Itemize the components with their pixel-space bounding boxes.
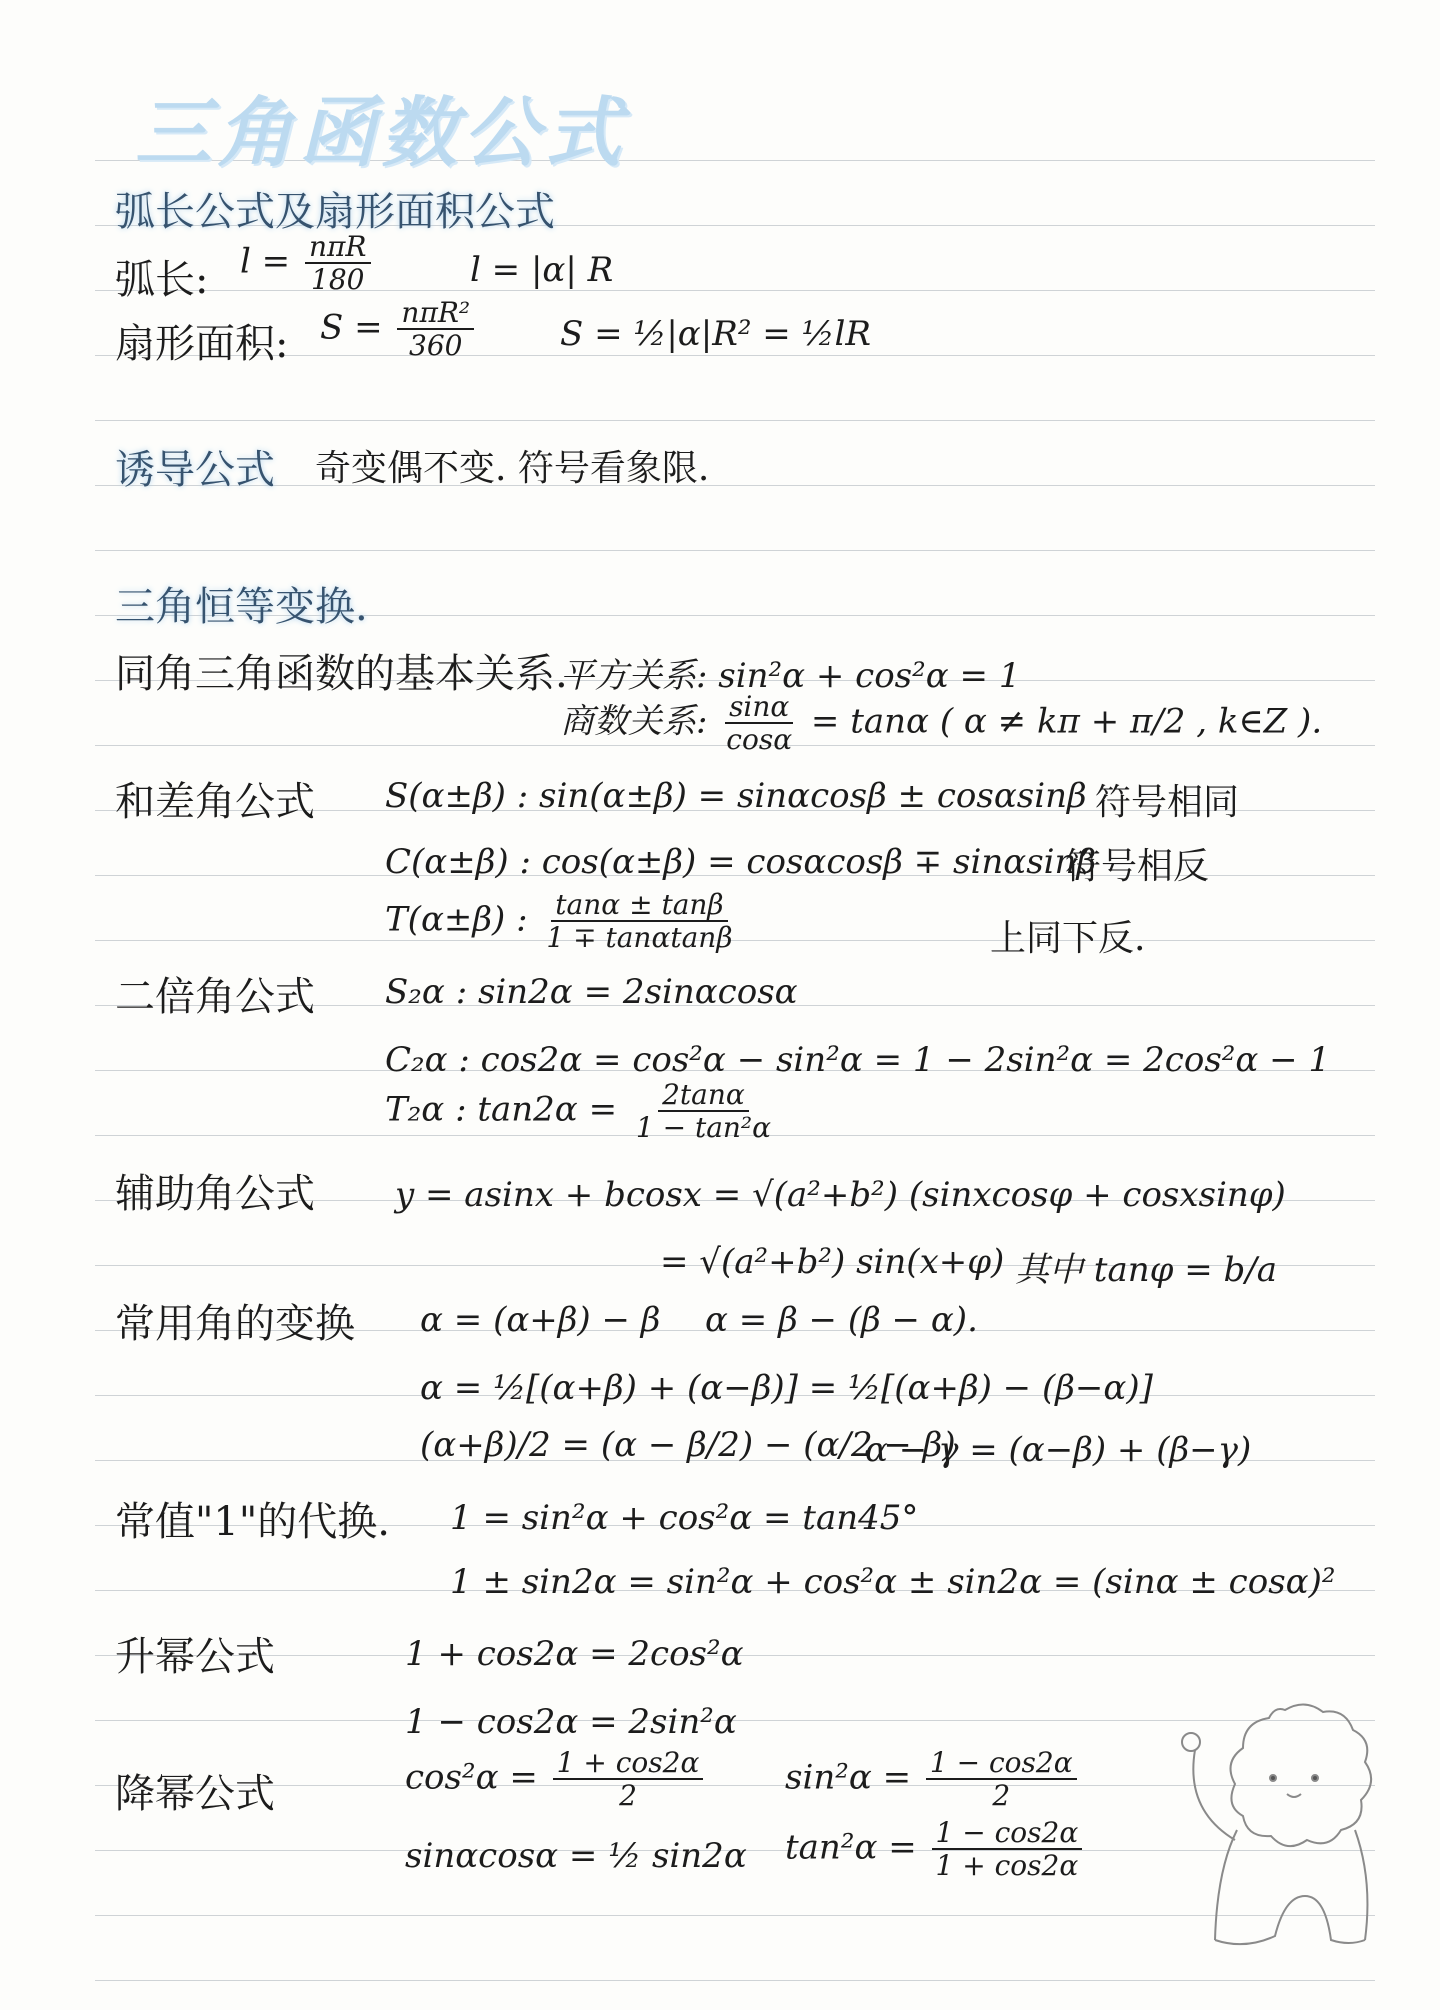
- arc-length-label: 弧长:: [115, 257, 209, 303]
- double-tan-fraction: [632, 1080, 775, 1143]
- arc-fraction: [305, 232, 371, 295]
- s-sum-note: 符号相同: [1095, 782, 1240, 823]
- quotient-numerator: sinα: [725, 692, 793, 724]
- lower-tan-prefix: tan²α =: [785, 1827, 917, 1868]
- double-cos: C₂α : cos2α = cos²α − sin²α = 1 − 2sin²α = 2cos²α − 1: [385, 1040, 1331, 1080]
- lower-cos-prefix: cos²α =: [405, 1757, 538, 1798]
- double-tan-prefix: T₂α : tan2α =: [385, 1089, 618, 1130]
- aux-formula-2: = √(a²+b²) sin(x+φ): [660, 1242, 1005, 1282]
- arc-fraction-numerator: nπR: [305, 232, 371, 264]
- lower-power-sin: [785, 1748, 1081, 1811]
- lower-power-cos: [405, 1748, 707, 1811]
- aux-formula-1: y = asinx + bcosx = √(a²+b²) (sinxcosφ + cosxsinφ): [395, 1175, 1286, 1215]
- quotient-fraction: [722, 692, 796, 755]
- lower-sin-denominator: 2: [992, 1779, 1011, 1813]
- arc-formula-prefix: l =: [240, 241, 291, 282]
- arc-section-heading: 弧长公式及扇形面积公式: [115, 189, 555, 235]
- quotient-denominator: cosα: [726, 723, 793, 757]
- lower-cos-denominator: 2: [619, 1779, 637, 1813]
- square-relation: 平方关系: sin²α + cos²α = 1: [560, 656, 1021, 696]
- aux-formula-3: 其中 tanφ = b/a: [1015, 1250, 1278, 1290]
- lower-power-sincos: sinαcosα = ½ sin2α: [405, 1836, 747, 1876]
- t-sum-fraction: [542, 890, 736, 953]
- double-sin: S₂α : sin2α = 2sinαcosα: [385, 972, 798, 1012]
- area-fraction: [397, 298, 474, 361]
- page-title: 三角函数公式: [135, 88, 627, 177]
- common-formula-2: α = β − (β − α).: [705, 1300, 978, 1340]
- constant-one-label: 常值"1"的代换.: [115, 1499, 390, 1545]
- lion-doodle-icon: [1155, 1690, 1385, 1990]
- raise-power-formula-1: 1 + cos2α = 2cos²α: [405, 1634, 744, 1674]
- lower-tan-fraction: [932, 1818, 1083, 1881]
- lower-sin-prefix: sin²α =: [785, 1757, 912, 1798]
- sector-area-formula-1: [320, 298, 478, 361]
- quotient-label: 商数关系:: [560, 701, 708, 742]
- lower-power-tan: [785, 1818, 1086, 1881]
- constant-one-formula-1: 1 = sin²α + cos²α = tan45°: [450, 1498, 919, 1538]
- t-sum-prefix: T(α±β) :: [385, 899, 528, 940]
- induction-heading: 诱导公式: [115, 447, 275, 493]
- t-sum-denominator: 1 ∓ tanαtanβ: [546, 921, 733, 955]
- ruled-line: [95, 420, 1375, 421]
- aux-angle-label: 辅助角公式: [115, 1171, 315, 1217]
- lower-power-label: 降幂公式: [115, 1771, 275, 1817]
- arc-fraction-denominator: 180: [311, 263, 365, 297]
- c-sum-note: 符号相反: [1065, 846, 1210, 887]
- double-tan: [385, 1080, 779, 1143]
- constant-one-formula-2: 1 ± sin2α = sin²α + cos²α ± sin2α = (sinα ± cosα)²: [450, 1562, 1336, 1602]
- sum-diff-label: 和差角公式: [115, 779, 315, 825]
- lower-sin-numerator: 1 − cos2α: [926, 1748, 1077, 1780]
- common-angle-label: 常用角的变换: [115, 1301, 355, 1347]
- basic-relation-label: 同角三角函数的基本关系.: [115, 651, 568, 697]
- arc-length-formula-1: [240, 232, 375, 295]
- double-angle-label: 二倍角公式: [115, 974, 315, 1020]
- c-sum-formula: C(α±β) : cos(α±β) = cosαcosβ ∓ sinαsinβ: [385, 842, 1097, 882]
- lower-sin-fraction: [926, 1748, 1077, 1811]
- area-fraction-denominator: 360: [409, 329, 463, 363]
- t-sum-numerator: tanα ± tanβ: [551, 890, 727, 922]
- raise-power-label: 升幂公式: [115, 1634, 275, 1680]
- common-formula-5: α − γ = (α−β) + (β−γ): [865, 1430, 1252, 1470]
- area-formula-prefix: S =: [320, 307, 383, 348]
- t-sum-note: 上同下反.: [990, 918, 1146, 959]
- common-formula-4: (α+β)/2 = (α − β/2) − (α/2 − β): [420, 1425, 956, 1465]
- double-tan-denominator: 1 − tan²α: [635, 1111, 772, 1145]
- lower-cos-numerator: 1 + cos2α: [553, 1748, 704, 1780]
- s-sum-formula: S(α±β) : sin(α±β) = sinαcosβ ± cosαsinβ: [385, 776, 1087, 816]
- quotient-relation: [560, 692, 1322, 755]
- lower-tan-denominator: 1 + cos2α: [935, 1849, 1079, 1883]
- ruled-line: [95, 550, 1375, 551]
- lower-tan-numerator: 1 − cos2α: [932, 1818, 1083, 1850]
- t-sum-formula: [385, 890, 741, 953]
- common-formula-3: α = ½[(α+β) + (α−β)] = ½[(α+β) − (β−α)]: [420, 1368, 1153, 1408]
- sector-area-formula-2: S = ½|α|R² = ½lR: [560, 314, 871, 354]
- quotient-rest: = tanα ( α ≠ kπ + π/2 , k∈Z ).: [810, 701, 1323, 742]
- sector-area-label: 扇形面积:: [115, 321, 289, 367]
- common-formula-1: α = (α+β) − β: [420, 1300, 661, 1340]
- area-fraction-numerator: nπR²: [397, 298, 474, 330]
- raise-power-formula-2: 1 − cos2α = 2sin²α: [405, 1702, 737, 1742]
- ruled-line: [95, 485, 1375, 486]
- induction-rule: 奇变偶不变. 符号看象限.: [315, 448, 710, 489]
- lower-cos-fraction: [553, 1748, 704, 1811]
- arc-length-formula-2: l = |α| R: [470, 250, 614, 290]
- identity-heading: 三角恒等变换.: [115, 584, 368, 630]
- double-tan-numerator: 2tanα: [658, 1080, 749, 1112]
